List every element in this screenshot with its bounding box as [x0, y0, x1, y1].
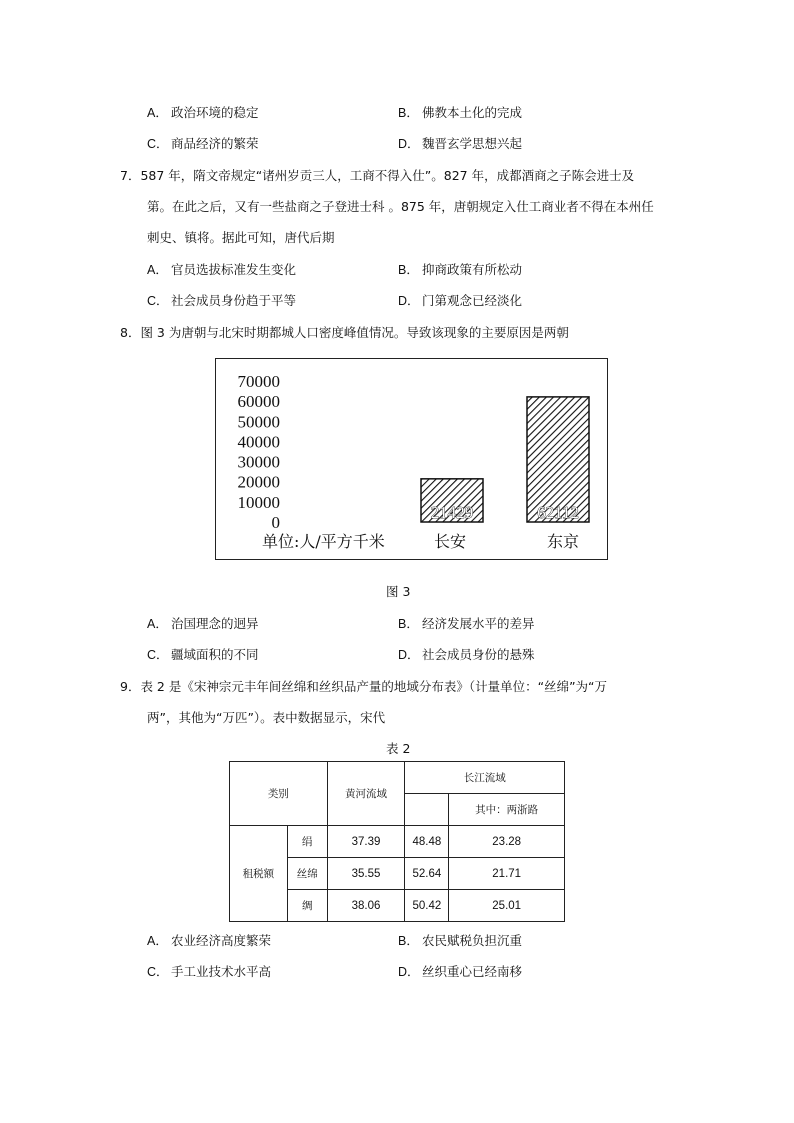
y-tick-label: 50000: [237, 412, 280, 432]
option-text: 商品经济的繁荣: [171, 136, 259, 151]
option-text: 疆域面积的不同: [171, 647, 259, 662]
population-density-chart: [215, 358, 608, 560]
q9-stem-line-1: 9．表 2 是《宋神宗元丰年间丝绵和丝织品产量的地域分布表》（计量单位：“丝绵”为“万: [120, 679, 608, 694]
row-item: 绢: [287, 826, 327, 858]
cell-yellow: 38.06: [327, 890, 405, 922]
option-text: 官员选拔标准发生变化: [171, 262, 297, 277]
q8-option-b: [398, 614, 535, 632]
option-label: D．: [398, 137, 420, 151]
option-text: 政治环境的稳定: [171, 105, 259, 120]
option-label: D．: [398, 294, 420, 308]
q6-option-a: [147, 103, 259, 121]
option-label: C．: [147, 137, 169, 151]
header-category: 类别: [230, 762, 328, 826]
cell-yellow: 37.39: [327, 826, 405, 858]
x-axis-label: 单位:人/平方千米: [262, 532, 385, 551]
option-text: 佛教本土化的完成: [422, 105, 523, 120]
option-label: A．: [147, 106, 168, 120]
option-text: 社会成员身份的悬殊: [422, 647, 535, 662]
option-text: 魏晋玄学思想兴起: [422, 136, 523, 151]
header-liangzhe: 其中：两浙路: [449, 794, 565, 826]
q7-stem-line-1: 7．587 年，隋文帝规定“诸州岁贡三人，工商不得入仕”。827 年，成都酒商之子陈会进士及: [120, 168, 635, 183]
q7-stem-line-2: 第。在此之后，又有一些盐商之子登进士科 。875 年，唐朝规定入仕工商业者不得在本州任: [147, 199, 654, 214]
q7-option-c: [147, 291, 296, 309]
category-label: 东京: [546, 532, 580, 551]
header-yangtze: 长江流域: [405, 762, 565, 794]
y-tick-label: 10000: [237, 492, 280, 512]
q7-stem-line-3: 刺史、镇将。据此可知，唐代后期: [147, 230, 335, 245]
y-tick-label: 30000: [237, 452, 280, 472]
y-tick-label: 70000: [237, 372, 280, 391]
bar-data-label: 62112: [537, 503, 579, 522]
option-label: D．: [398, 648, 420, 662]
y-tick-label: 0: [271, 513, 280, 532]
q7-option-a: [147, 260, 296, 278]
option-text: 抑商政策有所松动: [422, 262, 523, 277]
q8-option-c: [147, 645, 259, 663]
q7-option-b: [398, 260, 522, 278]
q6-option-c: [147, 134, 259, 152]
group-label: 租税额: [230, 826, 288, 922]
option-label: B．: [398, 263, 419, 277]
q7-option-d: [398, 291, 522, 309]
row-item: 绸: [287, 890, 327, 922]
option-text: 治国理念的迥异: [171, 616, 259, 631]
cell-liangzhe: 25.01: [449, 890, 565, 922]
option-text: 经济发展水平的差异: [422, 616, 535, 631]
q9-option-b: [398, 931, 522, 949]
q8-option-a: [147, 614, 259, 632]
q6-option-d: [398, 134, 522, 152]
q9-option-c: [147, 962, 271, 980]
q8-option-d: [398, 645, 535, 663]
q9-option-d: [398, 962, 522, 980]
option-text: 门第观念已经淡化: [422, 293, 523, 308]
cell-yangtze: 52.64: [405, 858, 449, 890]
cell-yellow: 35.55: [327, 858, 405, 890]
row-item: 丝绵: [287, 858, 327, 890]
header-yangtze-total: [405, 794, 449, 826]
option-label: A．: [147, 263, 168, 277]
table-caption: 表 2: [386, 741, 411, 756]
option-label: C．: [147, 648, 169, 662]
table-row: [230, 826, 565, 858]
cell-liangzhe: 23.28: [449, 826, 565, 858]
q6-option-b: [398, 103, 522, 121]
option-label: B．: [398, 106, 419, 120]
option-label: C．: [147, 294, 169, 308]
q9-option-a: [147, 931, 271, 949]
q8-stem: 8．图 3 为唐朝与北宋时期都城人口密度峰值情况。导致该现象的主要原因是两朝: [120, 325, 569, 340]
cell-yangtze: 50.42: [405, 890, 449, 922]
option-text: 农民赋税负担沉重: [422, 933, 523, 948]
option-label: D．: [398, 965, 420, 979]
cell-liangzhe: 21.71: [449, 858, 565, 890]
option-label: C．: [147, 965, 169, 979]
y-tick-label: 40000: [237, 432, 280, 452]
silk-production-table: [229, 761, 565, 922]
table-header-row: [230, 762, 565, 794]
option-text: 农业经济高度繁荣: [171, 933, 272, 948]
chart-svg: [216, 359, 607, 559]
cell-yangtze: 48.48: [405, 826, 449, 858]
figure-caption: 图 3: [386, 584, 411, 599]
header-yellow-river: 黄河流域: [327, 762, 405, 826]
option-label: A．: [147, 617, 168, 631]
bar-data-label: 21429: [430, 503, 474, 522]
category-label: 长安: [433, 532, 467, 551]
y-tick-label: 20000: [237, 472, 280, 492]
option-text: 社会成员身份趋于平等: [171, 293, 297, 308]
option-text: 丝织重心已经南移: [422, 964, 523, 979]
y-tick-label: 60000: [237, 392, 280, 412]
q9-stem-line-2: 两”，其他为“万匹”）。表中数据显示，宋代: [147, 710, 386, 725]
option-label: B．: [398, 617, 419, 631]
option-label: A．: [147, 934, 168, 948]
option-text: 手工业技术水平高: [171, 964, 272, 979]
option-label: B．: [398, 934, 419, 948]
